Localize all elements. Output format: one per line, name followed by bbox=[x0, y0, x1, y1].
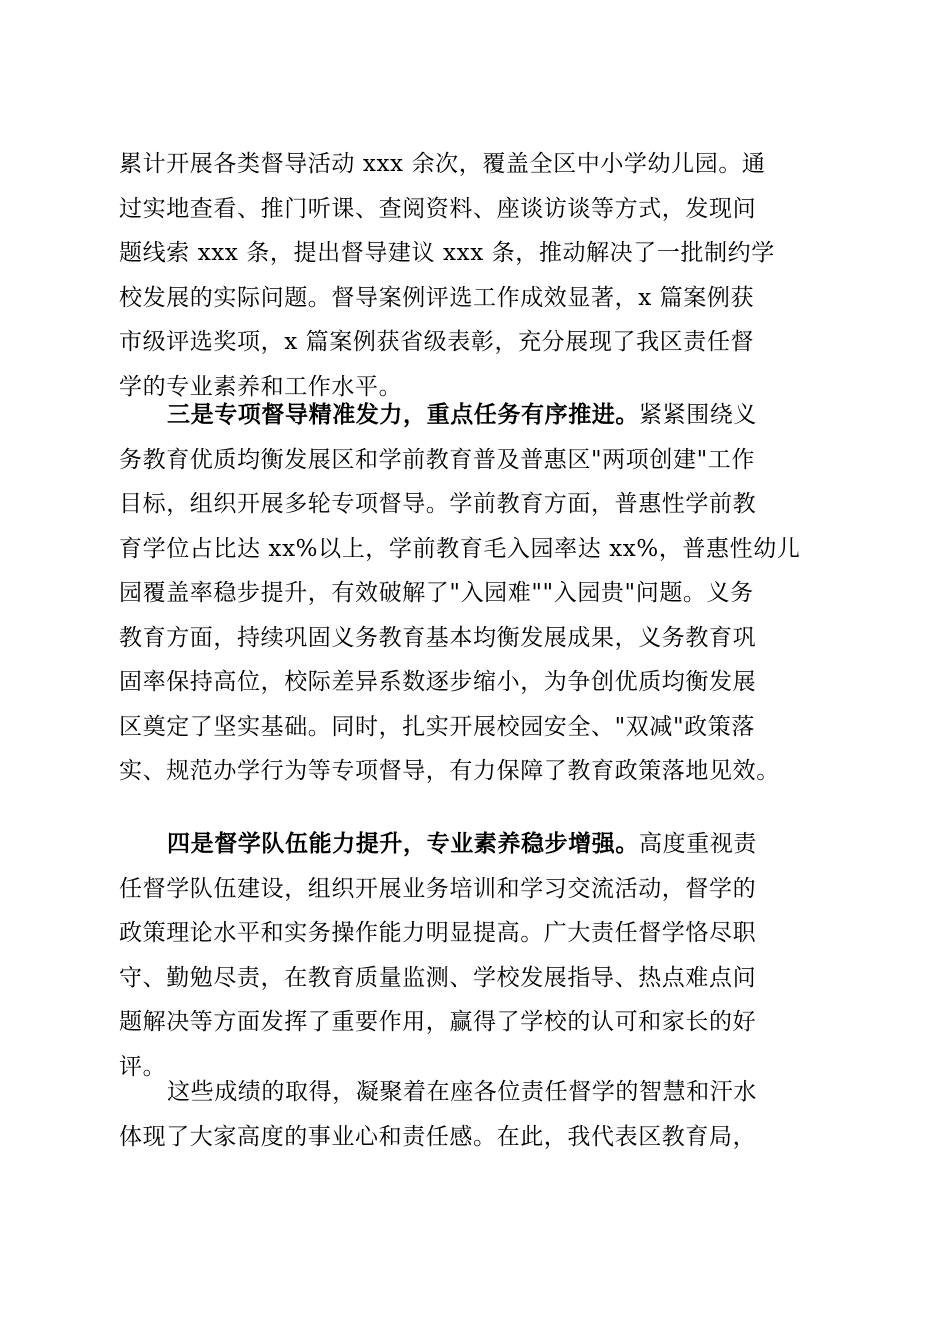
text-line: 守、勤勉尽责，在教育质量监测、学校发展指导、热点难点问 bbox=[119, 964, 757, 991]
text-line: 区奠定了坚实基础。同时，扎实开展校园安全、"双减"政策落 bbox=[119, 713, 755, 740]
text-line: 政策理论水平和实务操作能力明显提高。广大责任督学恪尽职 bbox=[119, 920, 757, 946]
paragraph-heading: 四是督学队伍能力提升，专业素养稳步增强。 bbox=[167, 830, 639, 857]
text-span: 高度重视责 bbox=[639, 831, 757, 857]
text-line: 市级评选奖项，x 篇案例获省级表彰，充分展现了我区责任督 bbox=[119, 329, 755, 355]
text-line: 评。 bbox=[119, 1053, 167, 1080]
text-line: 教育方面，持续巩固义务教育基本均衡发展成果，义务教育巩 bbox=[119, 624, 757, 651]
text-line: 固率保持高位，校际差异系数逐步缩小，为争创优质均衡发展 bbox=[119, 669, 757, 695]
paragraph-achievements bbox=[119, 1070, 757, 1159]
text-line: 育学位占比达 xx%以上，学前教育毛入园率达 xx%，普惠性幼儿 bbox=[119, 535, 801, 562]
text-line: 实、规范办学行为等专项督导，有力保障了教育政策落地见效。 bbox=[119, 758, 780, 784]
text-line: 目标，组织开展多轮专项督导。学前教育方面，普惠性学前教 bbox=[119, 491, 757, 517]
text-line: 校发展的实际问题。督导案例评选工作成效显著，x 篇案例获 bbox=[119, 284, 755, 311]
paragraph-heading: 三是专项督导精准发力，重点任务有序推进。 bbox=[167, 401, 639, 428]
paragraph-team-capacity bbox=[119, 822, 757, 1089]
text-line: 务教育优质均衡发展区和学前教育普及普惠区"两项创建"工作 bbox=[119, 446, 755, 473]
paragraph-special-supervision bbox=[119, 393, 800, 794]
text-line: 过实地查看、推门听课、查阅资料、座谈访谈等方式，发现问 bbox=[119, 195, 757, 222]
text-span: 紧紧围绕义 bbox=[639, 402, 757, 428]
paragraph-first-line bbox=[119, 822, 757, 867]
paragraph-first-line bbox=[119, 393, 800, 438]
text-line: 题线索 xxx 条，提出督导建议 xxx 条，推动解决了一批制约学 bbox=[119, 240, 775, 266]
text-line: 园覆盖率稳步提升，有效破解了"入园难""入园贵"问题。义务 bbox=[119, 580, 754, 606]
text-line: 学的专业素养和工作水平。 bbox=[119, 373, 403, 400]
paragraph-continuation bbox=[119, 142, 775, 409]
text-line: 累计开展各类督导活动 xxx 余次，覆盖全区中小学幼儿园。通 bbox=[119, 151, 766, 177]
text-line: 体现了大家高度的事业心和责任感。在此，我代表区教育局， bbox=[119, 1123, 757, 1150]
text-line: 任督学队伍建设，组织开展业务培训和学习交流活动，督学的 bbox=[119, 875, 757, 902]
text-line: 题解决等方面发挥了重要作用，赢得了学校的认可和家长的好 bbox=[119, 1009, 757, 1035]
text-line: 这些成绩的取得，凝聚着在座各位责任督学的智慧和汗水 bbox=[167, 1079, 757, 1105]
